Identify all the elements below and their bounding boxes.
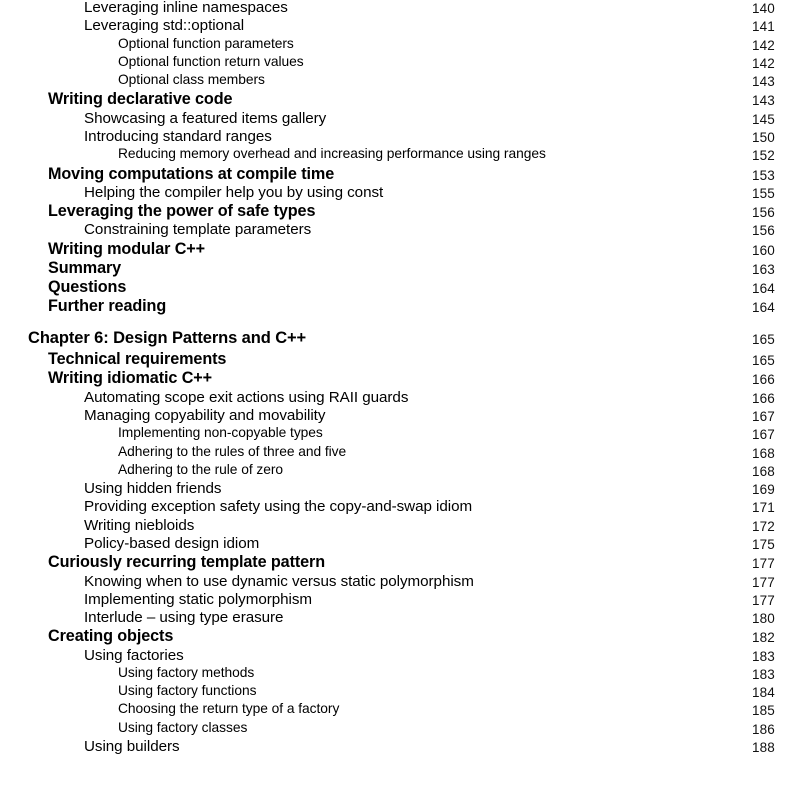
toc-entry-row[interactable] [0,370,800,389]
toc-entry-row[interactable] [0,73,800,91]
toc-entry-title: Using factory functions [118,683,257,699]
toc-entry-title: Writing idiomatic C++ [48,369,212,388]
toc-entry-title: Providing exception safety using the copy-and-swap idiom [84,498,473,516]
toc-entry-title: Leveraging the power of safe types [48,202,316,221]
toc-entry-title: Optional function parameters [118,35,294,51]
toc-entry-title: Adhering to the rule of zero [118,461,284,477]
toc-entry-title: Writing modular C++ [48,239,205,258]
toc-page-number: 184 [752,685,775,701]
toc-entry-row[interactable] [0,0,800,18]
toc-entry-title: Interlude – using type erasure [84,609,284,627]
toc-entry-title: Using factory classes [118,719,248,735]
toc-page-number: 152 [752,148,775,164]
toc-page-number: 166 [752,390,775,406]
toc-entry-title: Helping the compiler help you by using const [84,183,384,201]
toc-entry-row[interactable] [0,554,800,573]
toc-entry-row[interactable] [0,147,800,165]
toc-entry-row[interactable] [0,241,800,260]
toc-entry-row[interactable] [0,499,800,517]
toc-page-number: 177 [752,574,775,590]
toc-entry-row[interactable] [0,260,800,279]
toc-entry-title: Summary [48,258,122,277]
toc-entry-row[interactable] [0,185,800,203]
toc-entry-title: Using factories [84,646,184,664]
toc-page-number: 188 [752,740,775,756]
toc-page-number: 143 [752,74,775,90]
toc-entry-row[interactable] [0,279,800,298]
toc-page-number: 160 [752,242,775,258]
toc-entry-row[interactable] [0,610,800,628]
toc-entry-title: Reducing memory overhead and increasing performance using ranges [118,146,546,162]
toc-entry-title: Showcasing a featured items gallery [84,109,327,127]
toc-entry-row[interactable] [0,721,800,739]
toc-entry-row[interactable] [0,351,800,370]
toc-page-number: 142 [752,55,775,71]
toc-entry-title: Leveraging std::optional [84,17,245,35]
toc-page-number: 183 [752,666,775,682]
toc-page-number: 141 [752,19,775,35]
toc-page-number: 180 [752,611,775,627]
toc-entry-row[interactable] [0,426,800,444]
toc-entry-row[interactable] [0,684,800,702]
toc-page-number: 177 [752,556,775,572]
toc-page-number: 164 [752,300,775,316]
toc-page-number: 164 [752,280,775,296]
toc-entry-title: Introducing standard ranges [84,127,272,145]
toc-page-number: 153 [752,167,775,183]
toc-entry-row[interactable] [0,536,800,554]
toc-page-number: 186 [752,721,775,737]
toc-entry-row[interactable] [0,628,800,647]
toc-entry-row[interactable] [0,91,800,110]
toc-entry-row[interactable] [0,592,800,610]
toc-page-number: 177 [752,592,775,608]
toc-page-number: 167 [752,408,775,424]
toc-entry-row[interactable] [0,518,800,536]
toc-page-number: 165 [752,353,775,369]
toc-page-number: 156 [752,205,775,221]
toc-page-number: 182 [752,630,775,646]
toc-page-number: 175 [752,537,775,553]
toc-entry-title: Constraining template parameters [84,221,312,239]
toc-entry-row[interactable] [0,55,800,73]
toc-page-number: 142 [752,37,775,53]
toc-entry-title: Managing copyability and movability [84,406,326,424]
toc-page-number: 143 [752,93,775,109]
toc-entry-title: Using factory methods [118,664,255,680]
toc-page-number: 168 [752,463,775,479]
toc-entry-title: Moving computations at compile time [48,164,335,183]
toc-entry-title: Choosing the return type of a factory [118,701,340,717]
toc-entry-title: Optional class members [118,72,265,88]
toc-chapter-row[interactable] [0,330,800,351]
toc-entry-title: Further reading [48,297,167,316]
toc-entry-row[interactable] [0,129,800,147]
toc-page-number: 183 [752,648,775,664]
toc-page-number: 140 [752,1,775,16]
toc-entry-row[interactable] [0,648,800,666]
toc-entry-row[interactable] [0,739,800,757]
toc-entry-row[interactable] [0,463,800,481]
toc-entry-row[interactable] [0,702,800,720]
toc-entry-title: Policy-based design idiom [84,535,260,553]
toc-page-number: 166 [752,372,775,388]
toc-entry-row[interactable] [0,37,800,55]
toc-entry-row[interactable] [0,203,800,222]
toc-entry-title: Creating objects [48,627,174,646]
toc-entry-title: Leveraging inline namespaces [84,0,288,16]
toc-page-number: 165 [752,332,775,348]
toc-page-number: 150 [752,129,775,145]
toc-entry-title: Automating scope exit actions using RAII guards [84,388,409,406]
toc-page-number: 167 [752,427,775,443]
toc-page-number: 163 [752,261,775,277]
toc-entry-title: Questions [48,277,127,296]
toc-entry-row[interactable] [0,574,800,592]
toc-entry-row[interactable] [0,445,800,463]
toc-entry-row[interactable] [0,481,800,499]
toc-entry-title: Optional function return values [118,53,304,69]
toc-entry-row[interactable] [0,222,800,240]
toc-page-number: 168 [752,445,775,461]
toc-entry-row[interactable] [0,111,800,129]
toc-entry-title: Using hidden friends [84,480,222,498]
toc-page-number: 172 [752,518,775,534]
toc-entry-row[interactable] [0,298,800,317]
toc-entry-title: Implementing static polymorphism [84,590,312,608]
toc-entry-row[interactable] [0,666,800,684]
toc-entry-row[interactable] [0,18,800,36]
toc-entry-title: Technical requirements [48,350,227,369]
toc-page-number: 155 [752,185,775,201]
toc-entry-title: Writing declarative code [48,90,233,109]
toc-chapter-title: Chapter 6: Design Patterns and C++ [28,329,307,348]
toc-page-number: 169 [752,482,775,498]
toc-entry-title: Curiously recurring template pattern [48,553,326,572]
toc-page-number: 171 [752,500,775,516]
toc-page-number: 156 [752,223,775,239]
toc-page-number: 145 [752,111,775,127]
toc-entry-row[interactable] [0,166,800,185]
toc-entry-title: Writing niebloids [84,516,195,534]
toc-page-number: 185 [752,703,775,719]
toc-entry-title: Using builders [84,738,180,756]
toc-entry-row[interactable] [0,390,800,408]
toc-entry-row[interactable] [0,408,800,426]
toc-entry-title: Knowing when to use dynamic versus static polymorphism [84,572,474,590]
toc-entry-title: Adhering to the rules of three and five [118,443,347,459]
toc-entry-title: Implementing non-copyable types [118,425,323,441]
